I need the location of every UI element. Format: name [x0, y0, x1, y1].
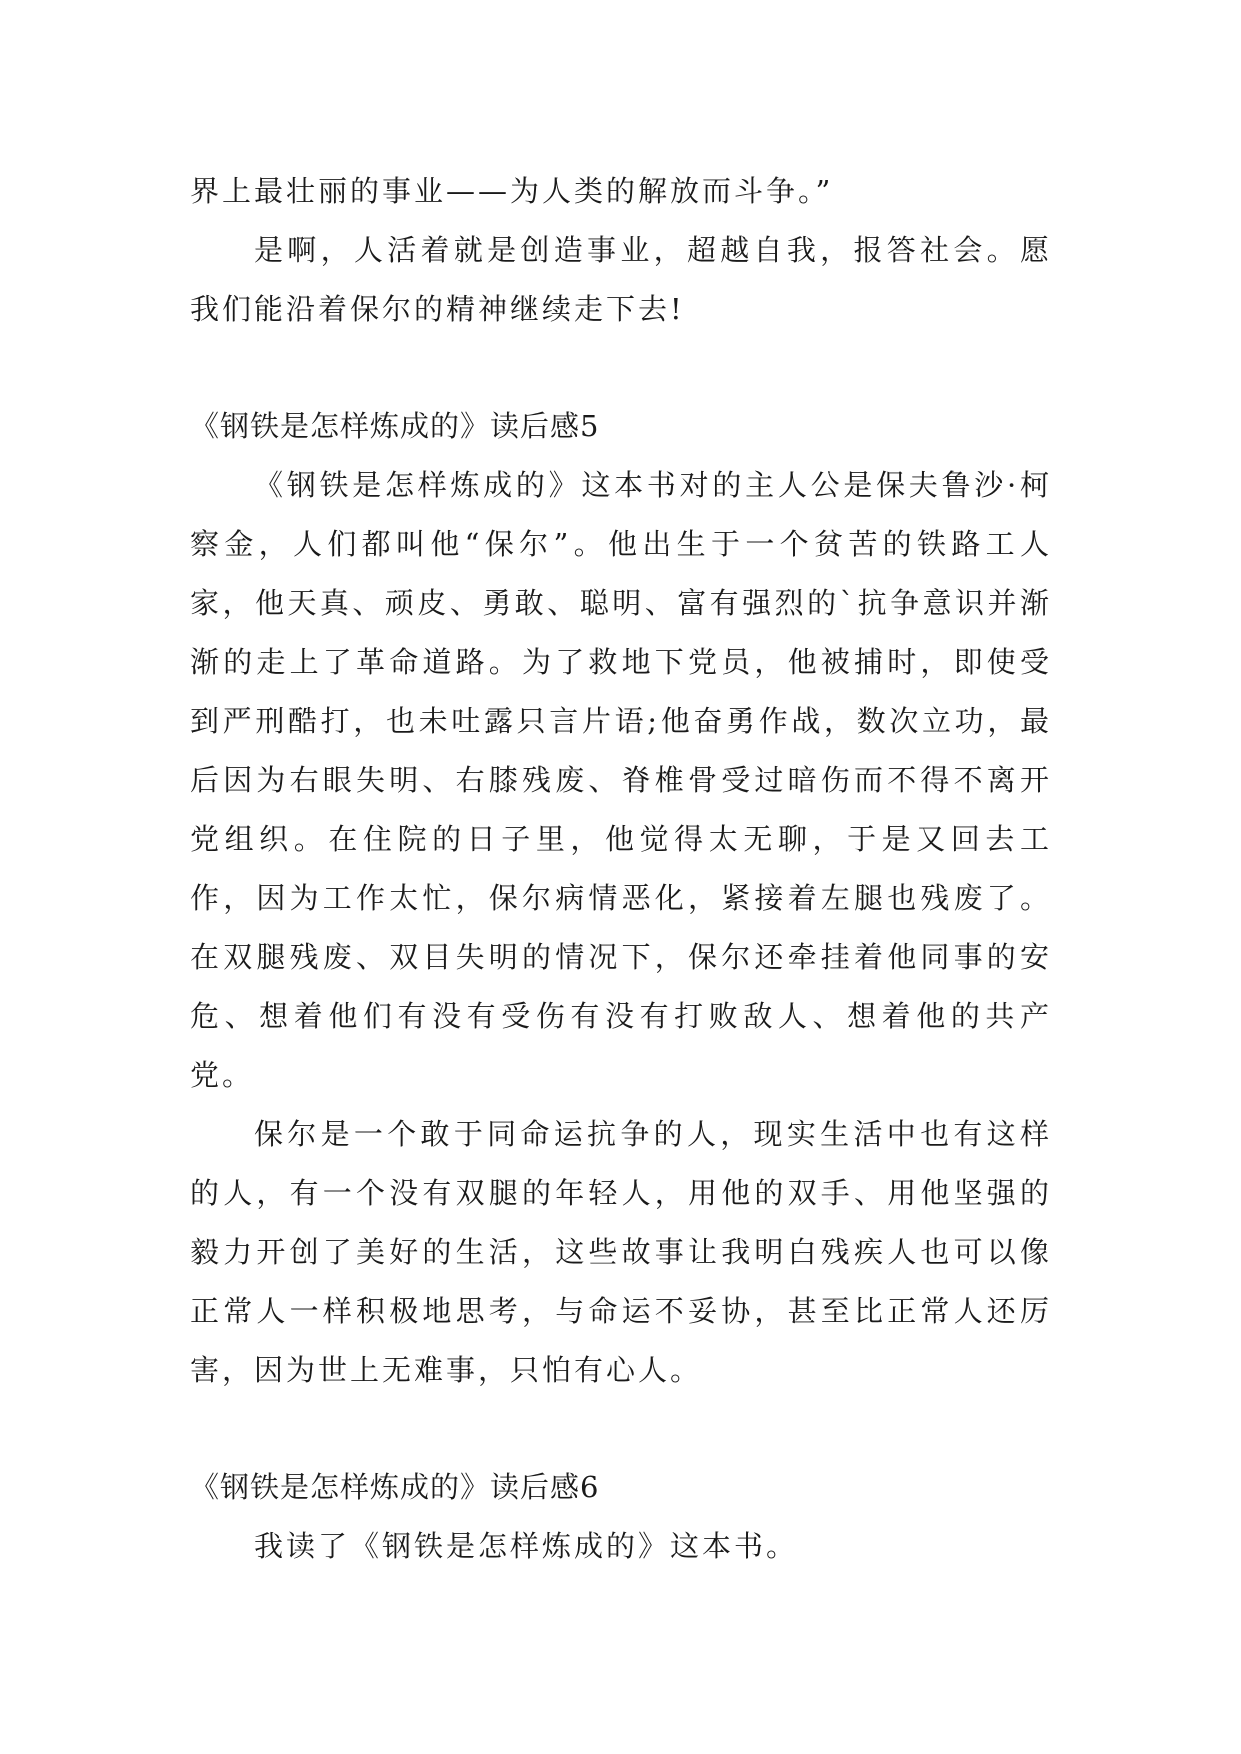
paragraph-intro: 我读了《钢铁是怎样炼成的》这本书。 [254, 1529, 799, 1563]
paragraph-quote-ending: 界上最壮丽的事业——为人类的解放而斗争。” [190, 174, 834, 208]
paragraph-reflection: 保尔是一个敢于同命运抗争的人，现实生活中也有这样的人，有一个没有双腿的年轻人，用他的双手、用他坚强的毅力开创了美好的生活，这些故事让我明白残疾人也可以像正常人一样积极地思考，与命运不妥协，甚至比正常人还厉害，因为世上无难事，只怕有心人。 [190, 1117, 1052, 1387]
section-heading-5: 《钢铁是怎样炼成的》读后感5 [190, 409, 600, 443]
section-gap [190, 339, 1052, 397]
section-heading-6: 《钢铁是怎样炼成的》读后感6 [190, 1470, 600, 1504]
document-body [190, 162, 1052, 1576]
paragraph-summary: 《钢铁是怎样炼成的》这本书对的主人公是保夫鲁沙·柯察金，人们都叫他“保尔”。他出生于一个贫苦的铁路工人家，他天真、顽皮、勇敢、聪明、富有强烈的`抗争意识并渐渐的走上了革命道路。为了救地下党员，他被捕时，即使受到严刑酷打，也未吐露只言片语;他奋勇作战，数次立功，最后因为右眼失明、右膝残废、脊椎骨受过暗伤而不得不离开党组织。在住院的日子里，他觉得太无聊，于是又回去工作，因为工作太忙，保尔病情恶化，紧接着左腿也残废了。在双腿残废、双目失明的情况下，保尔还牵挂着他同事的安危、想着他们有没有受伤有没有打败敌人、想着他的共产党。 [190, 468, 1052, 1092]
section-gap [190, 1400, 1052, 1458]
paragraph-conclusion: 是啊，人活着就是创造事业，超越自我，报答社会。愿我们能沿着保尔的精神继续走下去! [190, 233, 1052, 326]
